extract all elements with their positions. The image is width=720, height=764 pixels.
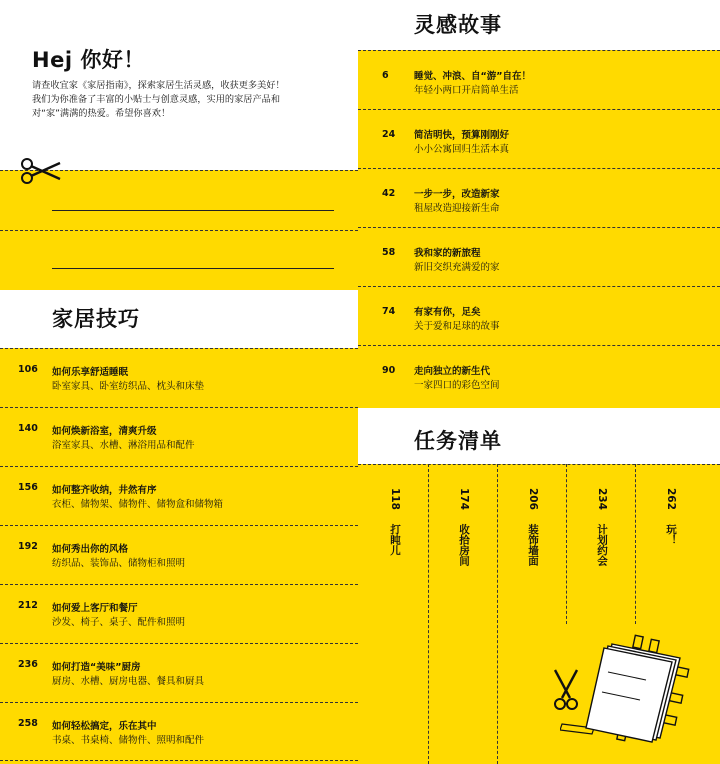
item-title: 简洁明快，预算刚刚好 (414, 130, 510, 141)
tips-title: 家居技巧 (52, 307, 140, 331)
item-title: 如何轻松搞定，乐在其中 (52, 721, 157, 732)
stories-list (358, 50, 720, 408)
item-title: 如何整齐收纳，井然有序 (52, 485, 157, 496)
stories-header (358, 0, 720, 50)
cut-line (0, 466, 358, 467)
task-tab[interactable] (664, 488, 679, 545)
cut-line (0, 760, 358, 761)
task-tab[interactable] (595, 488, 610, 566)
cut-line (0, 702, 358, 703)
page-number: 212 (18, 600, 38, 611)
list-item[interactable] (0, 466, 358, 525)
list-item[interactable] (0, 584, 358, 643)
task-tab[interactable] (388, 488, 403, 555)
item-subtitle: 书桌、书桌椅、储物件、照明和配件 (52, 735, 205, 746)
item-subtitle: 小小公寓回归生活本真 (414, 144, 510, 155)
task-tab[interactable] (526, 488, 541, 566)
item-subtitle: 衣柜、储物架、储物件、储物盒和储物箱 (52, 499, 224, 510)
list-item[interactable] (358, 345, 720, 404)
list-item[interactable] (0, 407, 358, 466)
list-item[interactable] (358, 50, 720, 109)
notebook-icon (548, 632, 698, 747)
task-label: 装饰墙面 (527, 523, 539, 566)
page-number: 156 (18, 482, 38, 493)
intro-line: 我们为你准备了丰富的小贴士与创意灵感，实用的家居产品和 (32, 94, 281, 105)
list-item[interactable] (0, 525, 358, 584)
page-number: 106 (18, 364, 38, 375)
cut-line (0, 643, 358, 644)
cut-line (358, 109, 720, 110)
task-label: 玩！ (665, 523, 677, 545)
task-tab[interactable] (457, 488, 472, 566)
scissors-icon (20, 157, 62, 185)
item-title: 如何打造“美味”厨房 (52, 662, 141, 673)
cut-line (0, 348, 358, 349)
page-number: 262 (665, 488, 677, 510)
page-number: 258 (18, 718, 38, 729)
page-number: 6 (382, 70, 389, 81)
item-title: 睡觉、冲浪、自“游”自在！ (414, 71, 531, 82)
item-title: 如何秀出你的风格 (52, 544, 129, 555)
cut-line (358, 227, 720, 228)
item-subtitle: 租屋改造迎接新生命 (414, 203, 500, 214)
cut-line (358, 50, 720, 51)
item-subtitle: 一家四口的彩色空间 (414, 380, 500, 391)
stories-title: 灵感故事 (414, 13, 502, 37)
list-item[interactable] (358, 286, 720, 345)
item-title: 如何乐享舒适睡眠 (52, 367, 129, 378)
cut-line (0, 584, 358, 585)
list-item[interactable] (0, 643, 358, 702)
cut-line (0, 230, 358, 231)
page-number: 58 (382, 247, 396, 258)
page-number: 174 (458, 488, 470, 510)
task-divider (428, 464, 429, 764)
intro-line: 对“家”满满的热爱。希望你喜欢！ (32, 108, 171, 119)
list-item[interactable] (0, 348, 358, 407)
task-label: 打盹儿 (389, 523, 401, 556)
item-title: 走向独立的新生代 (414, 366, 491, 377)
item-subtitle: 浴室家具、水槽、淋浴用品和配件 (52, 440, 195, 451)
item-title: 如何爱上客厅和餐厅 (52, 603, 138, 614)
task-divider (635, 464, 636, 624)
task-divider (566, 464, 567, 624)
list-item[interactable] (358, 227, 720, 286)
page-number: 90 (382, 365, 396, 376)
intro-line: 请查收宜家《家居指南》，探索家居生活灵感，收获更多美好！ (32, 80, 285, 91)
greeting-heading: Hej 你好！ (32, 48, 145, 72)
page-number: 192 (18, 541, 38, 552)
task-divider (497, 464, 498, 764)
tasks-header (358, 408, 720, 464)
cut-line (358, 464, 720, 465)
item-title: 我和家的新旅程 (414, 248, 481, 259)
item-subtitle: 卧室家具、卧室纺织品、枕头和床垫 (52, 381, 205, 392)
tasks-title: 任务清单 (414, 429, 502, 453)
list-item[interactable] (358, 109, 720, 168)
item-subtitle: 纺织品、装饰品、储物柜和照明 (52, 558, 186, 569)
task-label: 计划约会 (596, 523, 608, 566)
page-number: 206 (527, 488, 539, 510)
intro-text (32, 79, 342, 121)
item-title: 一步一步，改造新家 (414, 189, 500, 200)
cut-line (358, 168, 720, 169)
item-title: 有家有你，足矣 (414, 307, 481, 318)
cut-line (0, 525, 358, 526)
item-subtitle: 厨房、水槽、厨房电器、餐具和厨具 (52, 676, 205, 687)
page-number: 140 (18, 423, 38, 434)
item-title: 如何焕新浴室，清爽升级 (52, 426, 157, 437)
cut-line (358, 345, 720, 346)
cut-line (358, 286, 720, 287)
page-number: 236 (18, 659, 38, 670)
write-line (52, 268, 334, 269)
page-number: 42 (382, 188, 396, 199)
item-subtitle: 年轻小两口开启简单生活 (414, 85, 519, 96)
item-subtitle: 沙发、椅子、桌子、配件和照明 (52, 617, 186, 628)
item-subtitle: 新旧交织充满爱的家 (414, 262, 500, 273)
item-subtitle: 关于爱和足球的故事 (414, 321, 500, 332)
cut-line (0, 407, 358, 408)
page-number: 24 (382, 129, 396, 140)
page-number: 234 (596, 488, 608, 510)
page-number: 74 (382, 306, 396, 317)
task-label: 收拾房间 (458, 523, 470, 566)
list-item[interactable] (358, 168, 720, 227)
write-line (52, 210, 334, 211)
list-item[interactable] (0, 702, 358, 761)
page-number: 118 (389, 488, 401, 510)
